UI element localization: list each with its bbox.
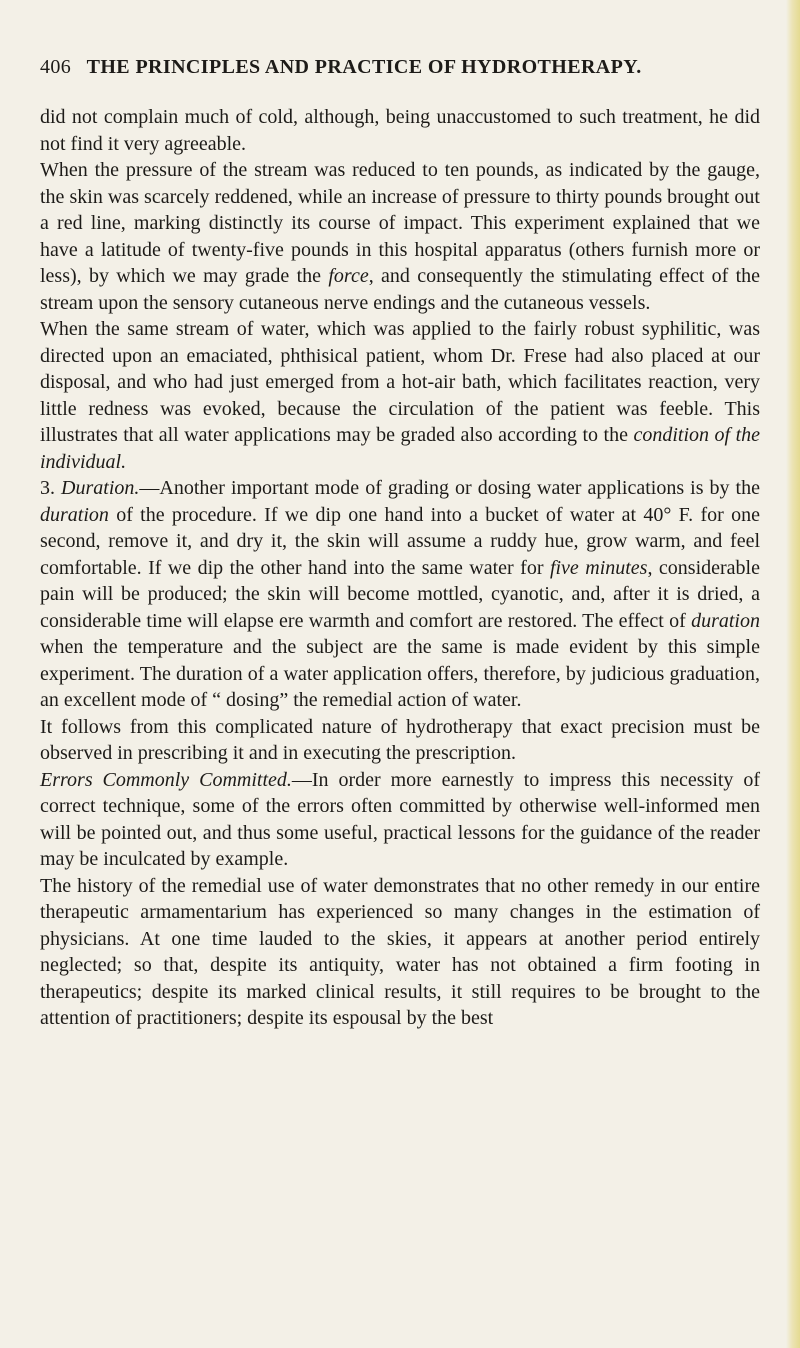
paragraph — [40, 767, 760, 873]
paragraph — [40, 316, 760, 475]
paragraph — [40, 157, 760, 316]
page-edge — [786, 0, 800, 1348]
text-run: , considerable pain will be produced; the skin will become mottled, cyanotic, and, after it is dried, a considerable time will elapse ere warmth and comfort are restored. The effect of — [40, 556, 760, 632]
text-run: when the temperature and the subject are the same is made evident by this simple experiment. The duration of a water application offers, therefore, by judicious graduation, an excellent mode of “ dosing” the remedial action of water. — [40, 636, 760, 711]
page-number: 406 — [40, 56, 72, 78]
paragraph — [40, 873, 760, 1032]
italic-text: Errors Commonly Committed. — [40, 768, 292, 791]
italic-text: five minutes — [549, 556, 648, 579]
text-run: —In order more earnestly to impress this necessity of correct technique, some of the errors often committed by otherwise well-informed men will be pointed out, and thus some useful, practical lessons for the guidance of the reader may be inculcated by example. — [40, 768, 761, 870]
italic-text: condition of the individual. — [40, 424, 761, 473]
italic-text: duration — [40, 503, 109, 526]
text-run: The history of the remedial use of water demonstrates that no other remedy in our entire therapeutic armamentarium has experienced so many changes in the estimation of physicians. At one time lauded to the skies, it appears at another period entirely neglected; so that, despite its antiquity, water has not obtained a firm footing in therapeutics; despite its marked clinical results, it still requires to be brought to the attention of practitioners; despite its espousal by the best — [40, 874, 760, 1029]
italic-text: duration — [691, 609, 760, 632]
text-run: —Another important mode of grading or dosing water applications is by the — [139, 477, 760, 499]
paragraph — [40, 475, 760, 714]
text-run: When the same stream of water, which was applied to the fairly robust syphilitic, was directed upon an emaciated, phthisical patient, whom Dr. Frese had also placed at our disposal, and who had just emerged from a hot-air bath, which facilitates reaction, very little redness was evoked, because the circulation of the patient was feeble. This illustrates that all water applications may be graded also according to the — [40, 318, 760, 446]
italic-text: Duration. — [61, 477, 140, 499]
body-text — [40, 104, 760, 1032]
text-run: It follows from this complicated nature of hydrotherapy that exact precision must be observed in prescribing it and in executing the prescription. — [40, 715, 760, 764]
text-run: did not complain much of cold, although, being unaccustomed to such treatment, he did not find it very agreeable. — [40, 106, 760, 155]
running-title: THE PRINCIPLES AND PRACTICE OF HYDROTHERAPY. — [86, 56, 642, 78]
italic-text: force — [328, 265, 369, 287]
running-header — [40, 56, 760, 79]
text-run: 3. — [40, 477, 62, 499]
text-run: When the pressure of the stream was reduced to ten pounds, as indicated by the gauge, the skin was scarcely reddened, while an increase of pressure to thirty pounds brought out a red line, marking distinctly its course of impact. This experiment explained that we have a latitude of twenty-five pounds in this hospital apparatus (others furnish more or less), by which we may grade the — [40, 159, 760, 287]
paragraph — [40, 104, 760, 157]
text-run: of the procedure. If we dip one hand into a bucket of water at 40° F. for one second, remove it, and dry it, the skin will assume a ruddy hue, grow warm, and feel comfortable. If we dip the other hand into the same water for — [40, 503, 760, 579]
paragraph — [40, 714, 760, 767]
text-run: , and consequently the stimulating effect of the stream upon the sensory cutaneous nerve endings and the cutaneous vessels. — [40, 265, 761, 314]
